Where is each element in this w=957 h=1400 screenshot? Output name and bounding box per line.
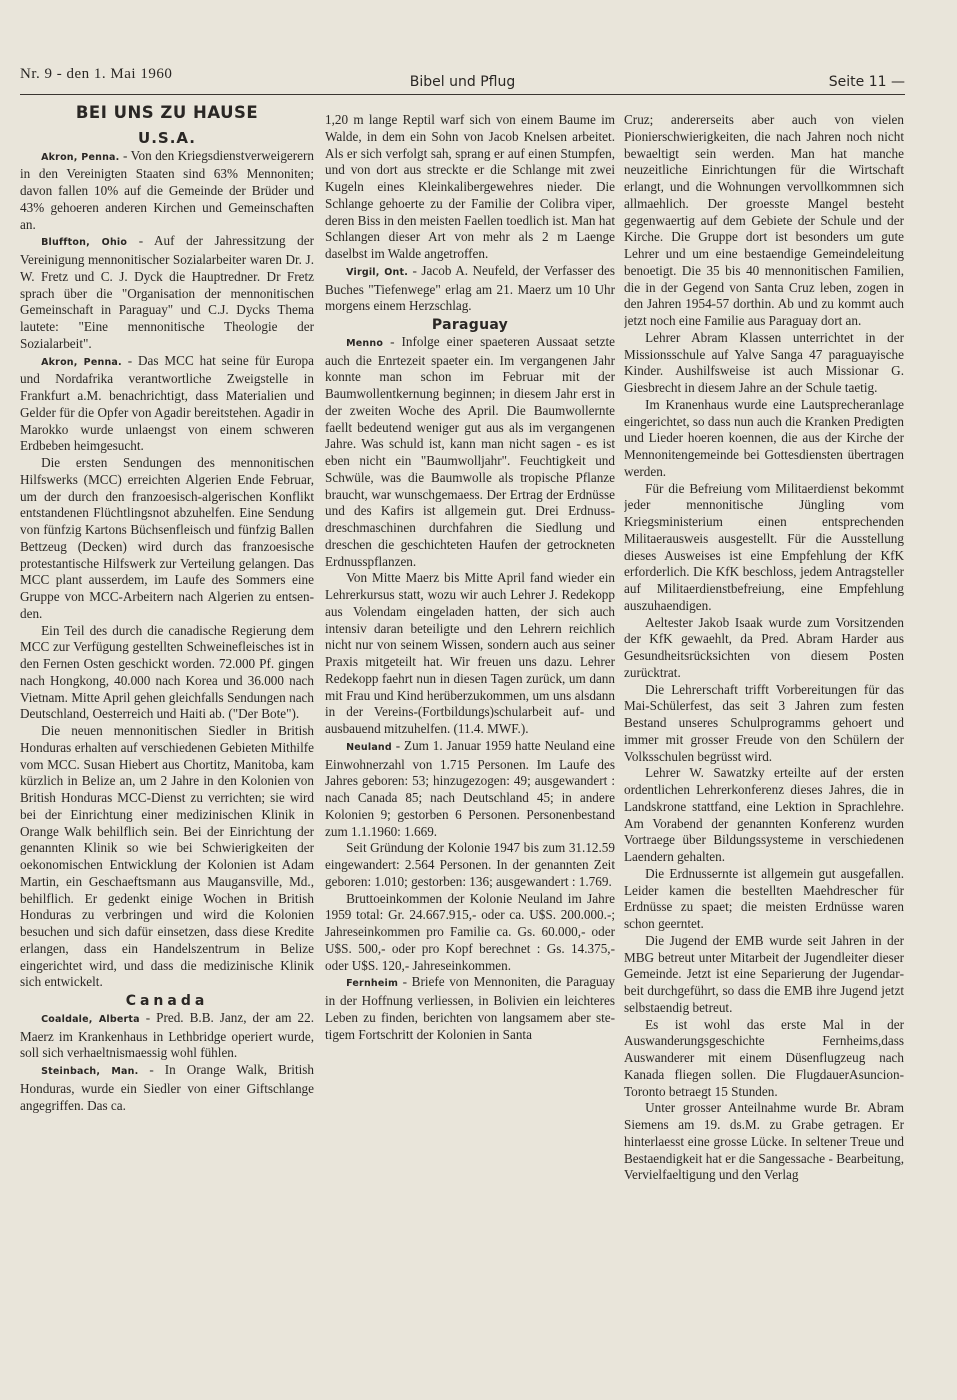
news-item [20, 1010, 314, 1062]
news-item [325, 334, 615, 571]
news-paragraph: Im Kranenhaus wurde eine Lautsprecheranlage eingerichtet, so dass nun auch die Kranken Predigten und Lieder hoeren koennen, die aus der Kirche der Mennonitengemeinde bei Gottesdiensten übertragen werden. [624, 396, 904, 479]
news-paragraph: Die neuen mennonitischen Siedler in British Honduras erhalten auf verschiedenen Gebieten Mithilfe vom MCC. Susan Hiebert aus Chortitz, Manitoba, kam kürzlich in Belize an, um 2 Jahre in den Kolonien von British Honduras MCC-Dienst zu verrichten; sie wird bei der Einrichtung einer medizinischen Klinik in Orange Walk behilflich sein. Bei der Einrichtung der genannten Klinik so wie bei Schwierigkeiten der oekonomischen Entwicklung der Kolonien ist Adam Martin, ein Geschaeftsmann aus Maugansville, Md., behilflich. Er gedenkt einige Wochen in British Honduras zu verbringen und wird die Kolonien besuchen und sich dafür einsetzen, dass diese Kredite erlangen, dass ein Handelszentrum in Belize eingerichtet wird, und dass die medizinische Klinik sich entwickelt. [20, 723, 314, 990]
news-text: - Zum 1. Januar 1959 hatte Neuland eine Einwohnerzahl von 1.715 Personen. Im Laufe des Jahres geboren: 53; hinzugezogen: 49; ausgewandert : nach Canada 85; nach Deutschland 45; in andere Kolonien 9; gestorben 6 Personen. Personenbestand zum 1.1.1960: 1.669. [325, 737, 615, 839]
news-paragraph: Es ist wohl das erste Mal in der Auswanderungsgeschichte Fernheims,dass Auswanderer mit einem Düsenflugzeug nach Kanada fliegen sollen. Die FlugdauerAsuncion-Toronto betraegt 15 Stunden. [624, 1016, 904, 1099]
news-paragraph: Die Jugend der EMB wurde seit Jahren in der MBG betreut unter Mitarbeit der Jugendleiter dieser Gemeinde. Jetzt ist eine Separierung der Jugendarbeit durchgeführt, so dass die EMB ihre Jugend jetzt selbstaendig betreut. [624, 932, 904, 1015]
page-header [20, 64, 905, 95]
region-heading-paraguay: Paraguay [431, 317, 509, 333]
news-paragraph: Von Mitte Maerz bis Mitte April fand wieder ein Lehrerkursus statt, wozu wir auch Lehrer J. Redekopp aus Volendam eingeladen hatten, der sich auch intensiv daran beteiligte und den Lehrern reichlich nicht nur von seinem Wissen, sondern auch aus seiner Praxis mitgeteilt hat. Wir freuen uns dazu. Lehrer Redekopp faehrt nun in diesen Tagen zurück, um dann mit Frau und Kind herüberzukommen, um uns alsdann in der Vereins-(Fortbildungs)schularbeit auf- und ausbauend mitzuhelfen. (11.4. MWF.). [325, 570, 615, 736]
section-heading: BEI UNS ZU HAUSE [75, 105, 259, 122]
place-label: Menno [346, 337, 384, 349]
news-paragraph: Unter grosser Anteilnahme wurde Br. Abram Siemens am 19. ds.M. zu Grabe getragen. Er hinterlaesst eine grosse Lücke. In seltener Treue und Bestaendigkeit hat er die Sangessache - Bearbeitung, Vervielfaeltigung und den Verlag [624, 1100, 904, 1183]
news-text: - Infolge einer spaeteren Aussaat setzte auch die Enrtezeit spaeter ein. Im vergangenen Jahr konnte man schon im Februar mit der Baumwollentkernung beginnen; in diesem Jahr erst in der zweiten Woche des April. Die Baumwollernte faellt bedeutend weniger gut aus als im vergangenen Jahre. Was schuld ist, kann man nicht sagen - es ist eben nicht ein "Baumwolljahr". Feuchtigkeit und Schwüle, was die Baumwolle als tropische Pflanze braucht, war wunschgemaess. Der Ertrag der Erdnüsse und des Kafirs ist allgemein gut. Drei Erdnussdreschmaschinen durchfahren die Siedlung und dreschen die geschichteten Haufen der getrockneten Erdnusspflanzen. [325, 333, 615, 569]
region-heading-usa: U.S.A. [138, 128, 196, 147]
place-label: Bluffton, Ohio [41, 237, 128, 249]
news-paragraph: Die Lehrerschaft trifft Vorbereitungen für das Mai-Schülerfest, das seit 3 Jahren zum festen Bestand unseres Schulprogramms gehoert und immer mit grosser Freude von den Schülern der Volksschulen begrüsst wird. [624, 681, 904, 764]
news-paragraph: Für die Befreiung vom Militaerdienst bekommt jeder mennonitische Jüngling vom Kriegsministerium einen entsprechenden Militaerausweis ausgestellt. Für die Ausstellung dieses Ausweises ist eine Empfehlung der KfK erforderlich. Die KfK beschloss, jedem Antragsteller auf Militaerdienstbefreiung, eine Empfehlung auszuhaendigen. [624, 480, 904, 613]
news-text: - Auf der Jahressitzung der Vereinigung mennonitischer Sozialarbeiter waren Dr. J. W. Fretz und C. J. Dyck die Hauptredner. Dr Fretz sprach über die "Organisation der mennonitischen Gemeinschaft in Paraguay" und C.J. Dycks Thema lautete: "Eine mennonitische Theologie der Sozialarbeit". [20, 233, 314, 351]
column-1 [20, 105, 314, 1390]
news-paragraph: Bruttoeinkommen der Kolonie Neuland im Jahre 1959 total: Gr. 24.667.915,- oder ca. U$S. 200.000.-; Jahreseinkommen pro Familie ca. Gs. 60.000,- oder U$S. 500,- oder pro Kopf berechnet : Gs. 14.375,- oder U$S. 120,- Jahreseinkommen. [325, 890, 615, 973]
place-label: Steinbach, Man. [41, 1066, 139, 1077]
news-text: - Das MCC hat seine für Europa und Nordafrika verantwortliche Zweigstelle in Frankfurt a.M. benachrichtigt, dass Materialien und Gelder für die Opfer von Agadir bereitstehen. Agadir in Marokko wurde unlaengst von einem schweren Erdbeben heimgesucht. [20, 352, 314, 454]
place-label: Neuland [346, 741, 392, 753]
place-label: Virgil, Ont. [346, 266, 409, 278]
news-text: - Jacob A. Neufeld, der Verfasser des Buches "Tiefenwege" erlag am 21. Maerz um 10 Uhr morgens einem Herzschlag. [325, 262, 615, 314]
publication-title: Bibel und Pflug [409, 74, 516, 90]
news-text: - In Orange Walk, British Honduras, wurde ein Siedler von einer Giftschlange angegriffen. Das ca. [20, 1062, 314, 1113]
news-paragraph: Aeltester Jakob Isaak wurde zum Vorsitzenden der KfK gewaehlt, da Pred. Abram Harder aus Gesundheitsrücksichten von diesem Posten zurücktrat. [624, 614, 904, 680]
place-label: Coaldale, Alberta [41, 1013, 140, 1025]
page-number: Seite 11 — [828, 74, 905, 90]
news-item [325, 263, 615, 315]
news-paragraph: Lehrer Abram Klassen unterrichtet in der Missionsschule auf Yalve Sanga 47 paraguayische Kinder. Aushilfsweise ist auch Missionar G. Giesbrecht in diesem Jahre an der Schule taetig. [624, 329, 904, 395]
news-item [20, 233, 314, 352]
column-2 [325, 112, 615, 1390]
column-3 [624, 112, 904, 1390]
news-paragraph: Die Erdnussernte ist allgemein gut ausgefallen. Leider kamen die bestellten Maehdrescher für Erdnüsse zu spaet; die meisten Erdnüsse waren schon geerntet. [624, 865, 904, 931]
news-text: - Pred. B.B. Janz, der am 22. Maerz im Krankenhaus in Lethbridge operiert wurde, soll sich verhaeltnismaessig wohl fühlen. [20, 1009, 314, 1061]
news-item [20, 353, 314, 456]
news-paragraph: 1,20 m lange Reptil warf sich von einem Baume im Walde, in dem ein Sohn von Jacob Knelsen arbeitet. Als er sich verfolgt sah, sprang er auf einen Stumpfen, und von dort aus streckte er die Schlange mit zwei Kugeln eines Kleinkalibergewehres nieder. Die Schlange gehoerte zu der Familie der Colibra viper, deren Biss in den meisten Faellen toedlich ist. Man hat Schlangen dieser Art von mehr als 2 m Laenge daselbst im Walde angetroffen. [325, 112, 615, 261]
news-text: - Briefe von Mennoniten, die Paraguay in der Hoffnung verliessen, in Bolivien ein leichteres Leben zu finden, berichten von langsamem aber stetigem Fortschritt der Kolonien in Santa [325, 974, 615, 1042]
news-paragraph: Die ersten Sendungen des mennonitischen Hilfswerks (MCC) erreichten Algerien Ende Februar, um der durch den franzoesisch-algerischen Konflikt entstandenen Flüchtlingsnot abzuhelfen. Eine Sendung von fünfzig Kartons Büchsenfleisch und fünfzig Ballen Bettzeug (Decken) wird durch das franzoesische protestantische Hilfswerk zur Verteilung gelangen. Das MCC plant ausserdem, im Laufe des Sommers eine Gruppe von MCC-Arbeitern nach Algerien zu entsenden. [20, 455, 314, 621]
news-item [325, 738, 615, 841]
issue-date: Nr. 9 - den 1. Mai 1960 [20, 66, 173, 82]
place-label: Akron, Penna. [41, 151, 120, 163]
news-item [325, 974, 615, 1043]
news-text: - Von den Kriegsdienstverweigerern in den Vereinigten Staaten sind 63% Mennoniten; davon fallen 10% auf die Gemeinde der Brüder und 43% gehoeren anderen Kirchen und Gemeinschaften an. [20, 147, 314, 232]
news-item [20, 148, 314, 234]
news-paragraph: Lehrer W. Sawatzky erteilte auf der ersten ordentlichen Lehrerkonferenz dieses Jahres, die in Landskrone stattfand, eine Lektion in Sprachlehre. Am Vorabend der genannten Konferenz wurden Vortraege über Bildungssysteme in verschiedenen Laendern gehalten. [624, 765, 904, 864]
news-paragraph: Ein Teil des durch die canadische Regierung dem MCC zur Verfügung gestellten Schweinefleisches ist in den Fernen Osten geschickt worden. 72.000 Pf. gingen nach Hongkong, 40.000 nach Korea und 36.000 nach Vietnam. Mitte April gehen gleichfalls Sendungen nach Deutschland, Oesterreich und Haiti ab. ("Der Bote"). [20, 622, 314, 722]
place-label: Akron, Penna. [41, 356, 122, 368]
news-paragraph: Cruz; andererseits aber auch von vielen Pionierschwierigkeiten, die nach Jahren noch nicht bewaeltigt sein werden. Man hat manche neuzeitliche Einrichtungen für die Wirtschaft erlangt, und die Wohnungen vervollkommnen sich allmaehlich. Der groesste Mangel besteht gegenwaertig auf dem Gebiete der Schule und der Kirche. Die Gruppe dort ist besonders um gute Lehrer und um eine bestaendige Gemeindeleitung benoetigt. Die 35 bis 40 mennonitischen Familien, die in der Gegend von Santa Cruz leben, zogen in den Jahren 1954-57 dorthin. Ab und zu kommt auch jetzt noch eine Familie aus Paraguay dort an. [624, 112, 904, 328]
news-item [20, 1062, 314, 1114]
region-heading-canada: Canada [125, 993, 209, 1009]
news-paragraph: Seit Gründung der Kolonie 1947 bis zum 31.12.59 eingewandert: 2.564 Personen. In der genannten Zeit geboren: 1.010; gestorben: 136; ausgewandert : 1.769. [325, 840, 615, 889]
place-label: Fernheim [346, 978, 399, 990]
